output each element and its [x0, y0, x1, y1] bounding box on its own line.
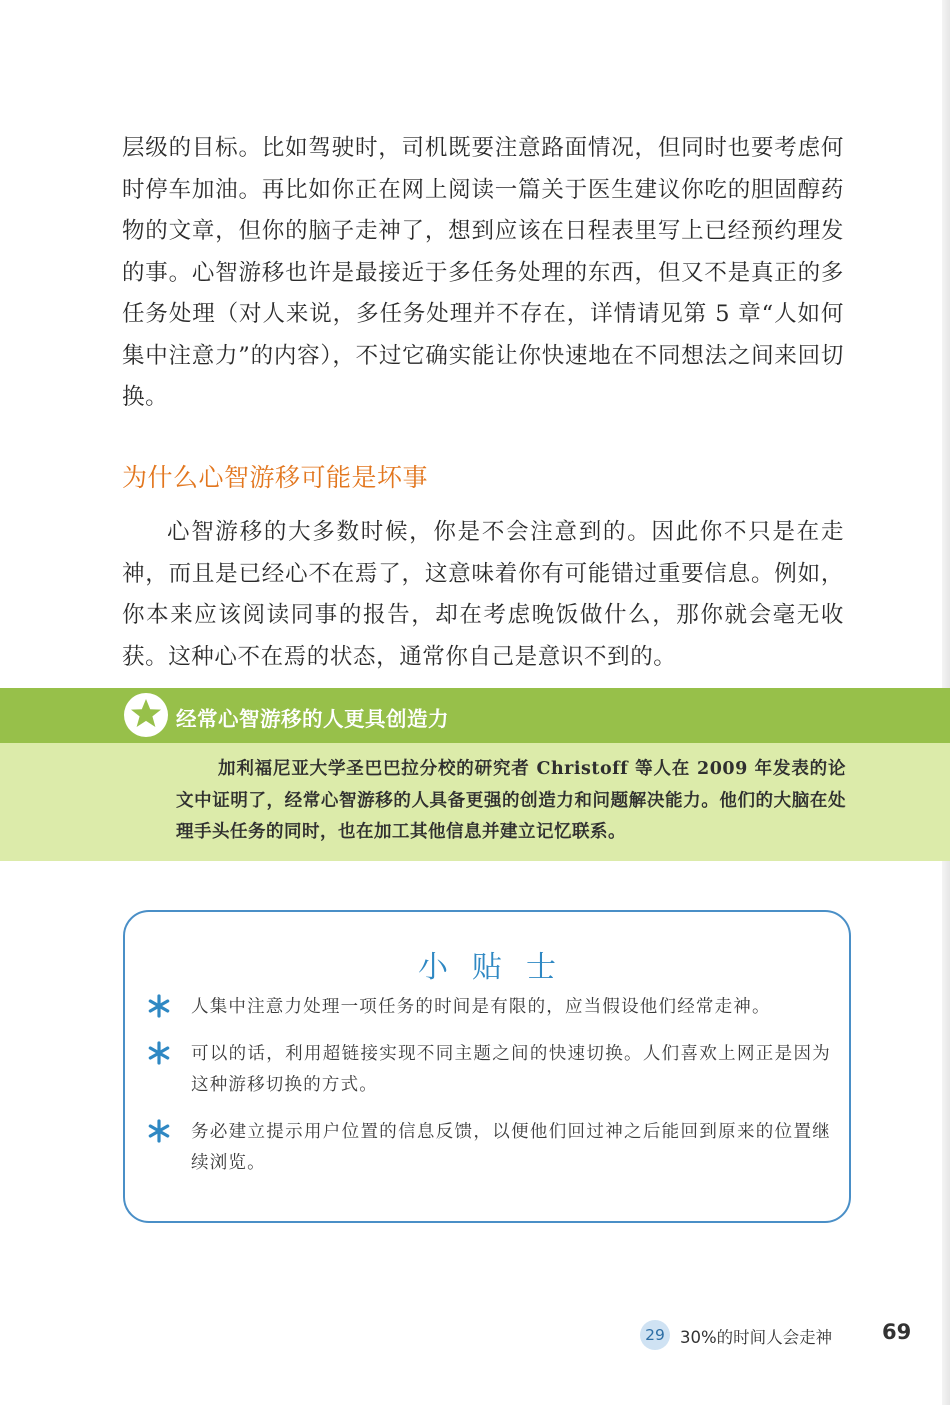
tips-box: [123, 910, 851, 1223]
tip-item: [147, 1039, 831, 1101]
tips-title: 小贴士: [418, 950, 580, 985]
asterisk-icon: [147, 994, 171, 1029]
intro-paragraph: 层级的目标。比如驾驶时，司机既要注意路面情况，但同时也要考虑何时停车加油。再比如你正在网上阅读一篇关于医生建议你吃的胆固醇药物的文章，但你的脑子走神了，想到应该在日程表里写上已经预约理发的事。心智游移也许是最接近于多任务处理的东西，但又不是真正的多任务处理（对人来说，多任务处理并不存在，详情请见第 5 章“人如何集中注意力”的内容），不过它确实能让你快速地在不同想法之间来回切换。: [122, 135, 844, 410]
tip-text: 人集中注意力处理一项任务的时间是有限的，应当假设他们经常走神。: [191, 997, 771, 1017]
section-heading: 为什么心智游移可能是坏事: [122, 463, 429, 492]
tips-list: [147, 992, 831, 1195]
asterisk-icon: [147, 1041, 171, 1076]
chapter-number-badge: 29: [640, 1320, 670, 1350]
star-icon: [124, 693, 168, 737]
sidebar-title: 经常心智游移的人更具创造力: [176, 707, 449, 731]
sidebar-body: 加利福尼亚大学圣巴巴拉分校的研究者 Christoff 等人在 2009 年发表的论文中证明了，经常心智游移的人具备更强的创造力和问题解决能力。他们的大脑在处理手头任务的同时，也在加工其他信息并建立记忆联系。: [176, 759, 846, 842]
sidebar-box: [0, 688, 950, 861]
section-paragraph: 心智游移的大多数时候，你是不会注意到的。因此你不只是在走神，而且是已经心不在焉了，这意味着你有可能错过重要信息。例如，你本来应该阅读同事的报告，却在考虑晚饭做什么，那你就会毫无收获。这种心不在焉的状态，通常你自己是意识不到的。: [122, 519, 844, 670]
tip-text: 可以的话，利用超链接实现不同主题之间的快速切换。人们喜欢上网正是因为这种游移切换的方式。: [191, 1044, 831, 1095]
tip-item: [147, 1117, 831, 1179]
page-footer: [640, 1320, 910, 1350]
page-number: 69: [882, 1320, 912, 1344]
sidebar-header: [0, 688, 950, 743]
tip-item: [147, 992, 831, 1023]
tip-text: 务必建立提示用户位置的信息反馈，以便他们回过神之后能回到原来的位置继续浏览。: [191, 1122, 831, 1173]
chapter-title: 30%的时间人会走神: [680, 1328, 833, 1347]
asterisk-icon: [147, 1119, 171, 1154]
